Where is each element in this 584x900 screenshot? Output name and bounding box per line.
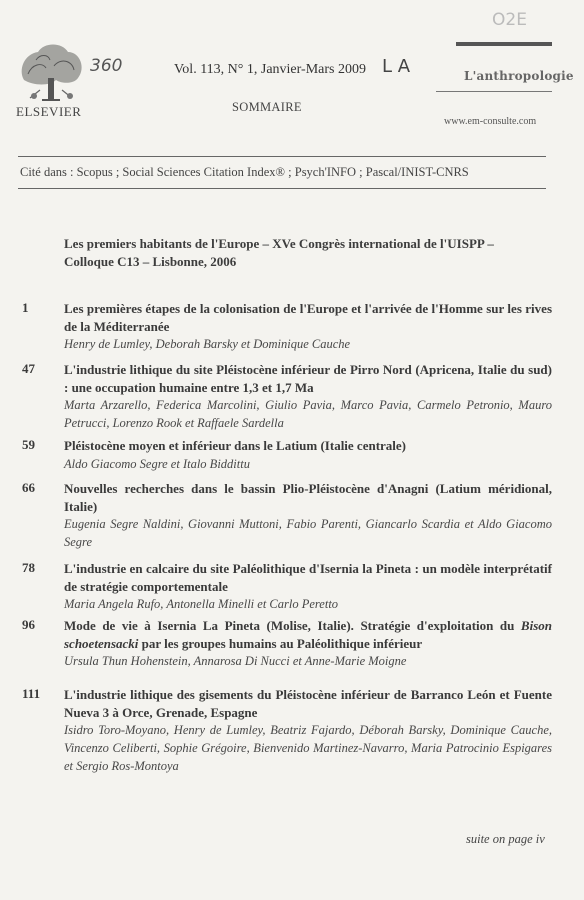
entry-page-number: 111	[22, 686, 41, 701]
journal-top-rule	[456, 42, 552, 46]
entry-title	[64, 617, 552, 652]
journal-url: www.em-consulte.com	[444, 116, 537, 127]
section-title: Les premiers habitants de l'Europe – XVe Congrès international de l'UISPP – Colloque C13 – Lisbonne, 2006	[64, 236, 494, 269]
entry-page-number: 47	[22, 361, 35, 376]
entry-authors: Marta Arzarello, Federica Marcolini, Giulio Pavia, Marco Pavia, Carmelo Petronio, Mauro Petrucci, Lorenzo Rook et Raffaele Sardella	[64, 398, 552, 430]
toc-entry	[22, 560, 552, 613]
entry-page-number: 78	[22, 560, 35, 575]
entry-authors: Eugenia Segre Naldini, Giovanni Muttoni, Fabio Parenti, Giancarlo Scardia et Aldo Giacomo Segre	[64, 517, 552, 549]
toc-entry	[22, 361, 552, 432]
sommaire-heading: SOMMAIRE	[232, 100, 302, 114]
entry-title: L'industrie en calcaire du site Paléolithique d'Isernia la Pineta : un modèle interprétatif de stratégie comportementale	[64, 561, 552, 594]
journal-bottom-rule	[436, 91, 552, 92]
entry-authors: Henry de Lumley, Deborah Barsky et Dominique Cauche	[64, 337, 351, 351]
divider-top	[18, 156, 546, 157]
entry-page-number: 1	[22, 300, 29, 315]
divider-bottom	[18, 188, 546, 189]
entry-page-number: 66	[22, 480, 35, 495]
volume-line: Vol. 113, N° 1, Janvier-Mars 2009	[174, 62, 366, 77]
toc-entry	[22, 437, 552, 473]
entry-title: Pléistocène moyen et inférieur dans le Latium (Italie centrale)	[64, 438, 407, 453]
handwritten-mark-top-right: O2E	[492, 10, 527, 30]
entry-title: L'industrie lithique des gisements du Pléistocène inférieur de Barranco León et Fuente Nueva 3 à Orce, Grenade, Espagne	[64, 687, 552, 720]
entry-authors: Maria Angela Rufo, Antonella Minelli et Carlo Peretto	[64, 597, 339, 611]
toc-entry	[22, 617, 552, 670]
entry-title: Nouvelles recherches dans le bassin Plio-Pléistocène d'Anagni (Latium méridional, Italie)	[64, 481, 552, 514]
entry-page-number: 59	[22, 437, 35, 452]
entry-title: Les premières étapes de la colonisation de l'Europe et l'arrivée de l'Homme sur les rives de la Méditerranée	[64, 301, 552, 334]
entry-title-part: Mode de vie à Isernia La Pineta (Molise, Italie). Stratégie d'exploitation du	[64, 618, 521, 633]
handwritten-number: 360	[90, 56, 123, 76]
continued-note: suite on page iv	[466, 832, 545, 846]
cited-in-line: Cité dans : Scopus ; Social Sciences Citation Index® ; Psych'INFO ; Pascal/INIST-CNRS	[20, 165, 469, 179]
entry-authors: Aldo Giacomo Segre et Italo Biddittu	[64, 456, 250, 471]
entry-title-species: Bison schoetensacki	[64, 618, 552, 651]
toc-entry	[22, 480, 552, 551]
entry-title: L'industrie lithique du site Pléistocène inférieur de Pirro Nord (Apricena, Italie du sud) : une occupation humaine entre 1,3 et 1,7 Ma	[64, 362, 552, 395]
toc-entry	[22, 300, 552, 353]
journal-name: L'anthropologie	[464, 69, 574, 83]
entry-page-number: 96	[22, 617, 35, 632]
publisher-name: ELSEVIER	[16, 104, 82, 119]
entry-authors: Isidro Toro-Moyano, Henry de Lumley, Beatriz Fajardo, Déborah Barsky, Dominique Cauche, Vincenzo Celiberti, Sophie Grégoire, Bienvenido Martinez-Navarro, Maria Patrocinio Espigares et Sergio Ros-Montoya	[64, 723, 552, 773]
toc-entry	[22, 686, 552, 775]
entry-authors: Ursula Thun Hohenstein, Annarosa Di Nucci et Anne-Marie Moigne	[64, 654, 407, 668]
handwritten-initials: L A	[382, 56, 411, 77]
entry-title-part: par les groupes humains au Paléolithique inférieur	[138, 635, 423, 651]
elsevier-tree-logo	[16, 40, 86, 106]
